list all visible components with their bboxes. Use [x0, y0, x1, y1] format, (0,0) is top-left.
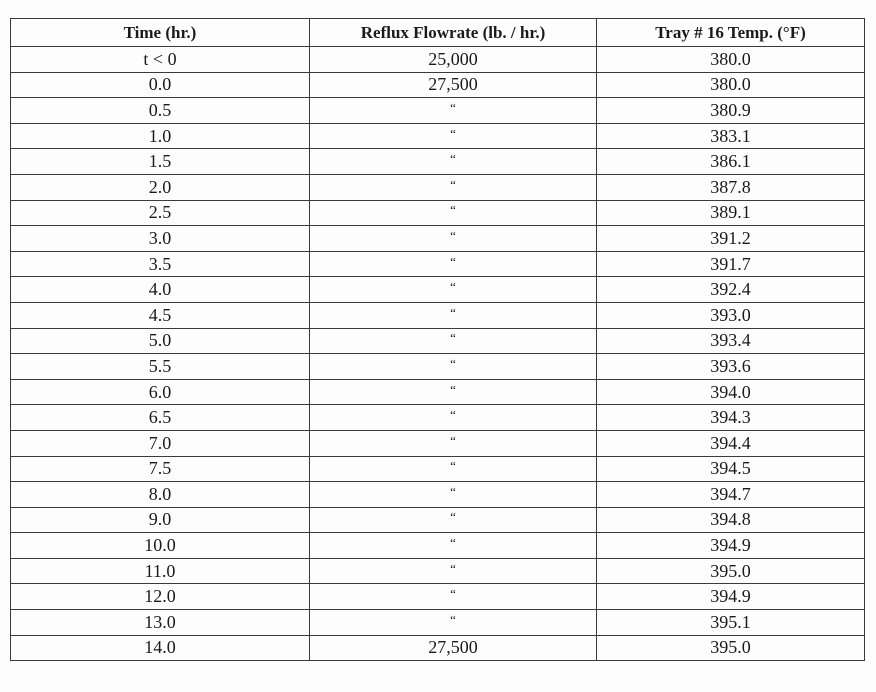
reflux-flowrate-cell: [310, 174, 597, 200]
table-header-row: [11, 19, 865, 47]
cell-text: 6.0: [148, 381, 172, 402]
cell-text: 391.2: [710, 227, 751, 248]
time-cell: [11, 354, 310, 380]
time-cell: [11, 482, 310, 508]
reflux-flowrate-cell: [310, 328, 597, 354]
reflux-flowrate-cell: [310, 123, 597, 149]
cell-text: 380.9: [710, 99, 751, 120]
reflux-flowrate-cell: [310, 456, 597, 482]
tray-temp-cell: [597, 98, 865, 124]
tray-temp-cell: [597, 226, 865, 252]
cell-text: 395.1: [710, 611, 751, 632]
table-row: [11, 328, 865, 354]
cell-text: 394.4: [710, 432, 751, 453]
cell-text: 5.5: [148, 355, 172, 376]
cell-text: t < 0: [143, 48, 177, 69]
cell-text: 12.0: [144, 586, 176, 607]
table-row: [11, 149, 865, 175]
time-cell: [11, 405, 310, 431]
header-reflux-flowrate: Reflux Flowrate (lb. / hr.): [310, 19, 597, 47]
header-tray-16-temp: Tray # 16 Temp. (°F): [597, 19, 865, 47]
reflux-flowrate-cell: [310, 507, 597, 533]
cell-text: 1.0: [148, 125, 172, 146]
cell-text: 394.3: [710, 407, 751, 428]
reflux-flowrate-cell: [310, 47, 597, 73]
cell-text: 4.0: [148, 279, 172, 300]
cell-text: 387.8: [710, 176, 751, 197]
cell-text: “: [450, 586, 456, 602]
tray-temp-cell: [597, 72, 865, 98]
reflux-flowrate-cell: [310, 482, 597, 508]
time-cell: [11, 533, 310, 559]
reflux-flowrate-cell: [310, 149, 597, 175]
table-row: [11, 482, 865, 508]
tray-temp-cell: [597, 456, 865, 482]
reflux-flowrate-cell: [310, 302, 597, 328]
tray-temp-cell: [597, 277, 865, 303]
time-cell: [11, 200, 310, 226]
cell-text: 383.1: [710, 125, 751, 146]
table-row: [11, 226, 865, 252]
cell-text: 27,500: [428, 74, 478, 95]
reflux-flowrate-cell: [310, 558, 597, 584]
cell-text: 27,500: [428, 637, 478, 658]
cell-text: “: [450, 151, 456, 167]
cell-text: 392.4: [710, 279, 751, 300]
cell-text: “: [450, 304, 456, 320]
cell-text: 11.0: [144, 560, 176, 581]
time-cell: [11, 302, 310, 328]
cell-text: 394.5: [710, 458, 751, 479]
tray-temp-cell: [597, 430, 865, 456]
tray-temp-cell: [597, 200, 865, 226]
tray-temp-cell: [597, 610, 865, 636]
cell-text: “: [450, 330, 456, 346]
tray-temp-cell: [597, 405, 865, 431]
table-row: [11, 405, 865, 431]
cell-text: 6.5: [148, 407, 172, 428]
table-row: [11, 558, 865, 584]
tray-temp-cell: [597, 507, 865, 533]
table-row: [11, 251, 865, 277]
tray-temp-cell: [597, 379, 865, 405]
tray-temp-cell: [597, 174, 865, 200]
cell-text: “: [450, 611, 456, 627]
reflux-flowrate-cell: [310, 226, 597, 252]
time-cell: [11, 610, 310, 636]
cell-text: 2.0: [148, 176, 172, 197]
reflux-flowrate-cell: [310, 72, 597, 98]
cell-text: “: [450, 355, 456, 371]
cell-text: “: [450, 279, 456, 295]
cell-text: 10.0: [144, 535, 176, 556]
table-row: [11, 72, 865, 98]
table-row: [11, 379, 865, 405]
cell-text: “: [450, 99, 456, 115]
time-cell: [11, 379, 310, 405]
cell-text: 380.0: [710, 48, 751, 69]
time-cell: [11, 430, 310, 456]
reflux-flowrate-cell: [310, 405, 597, 431]
cell-text: 395.0: [710, 560, 751, 581]
table-row: [11, 354, 865, 380]
time-cell: [11, 174, 310, 200]
cell-text: 7.0: [148, 432, 172, 453]
tray-temp-cell: [597, 149, 865, 175]
table-body: [11, 47, 865, 661]
reflux-flowrate-cell: [310, 277, 597, 303]
cell-text: 4.5: [148, 304, 172, 325]
cell-text: “: [450, 407, 456, 423]
cell-text: “: [450, 381, 456, 397]
reflux-flowrate-cell: [310, 379, 597, 405]
time-cell: [11, 558, 310, 584]
tray-temp-cell: [597, 584, 865, 610]
tray-temp-cell: [597, 533, 865, 559]
cell-text: “: [450, 227, 456, 243]
table-row: [11, 200, 865, 226]
tray-temp-cell: [597, 558, 865, 584]
table-row: [11, 98, 865, 124]
cell-text: “: [450, 253, 456, 269]
cell-text: 386.1: [710, 151, 751, 172]
time-cell: [11, 635, 310, 661]
cell-text: 380.0: [710, 74, 751, 95]
reflux-flowrate-cell: [310, 98, 597, 124]
reflux-flowrate-cell: [310, 533, 597, 559]
tray-temp-cell: [597, 354, 865, 380]
table-row: [11, 277, 865, 303]
cell-text: “: [450, 432, 456, 448]
cell-text: 391.7: [710, 253, 751, 274]
cell-text: 0.5: [148, 99, 172, 120]
tray-temp-cell: [597, 251, 865, 277]
cell-text: 394.0: [710, 381, 751, 402]
cell-text: 14.0: [144, 637, 176, 658]
cell-text: 393.0: [710, 304, 751, 325]
time-cell: [11, 47, 310, 73]
cell-text: 389.1: [710, 202, 751, 223]
tray-temp-cell: [597, 635, 865, 661]
tray-temp-cell: [597, 482, 865, 508]
cell-text: 9.0: [148, 509, 172, 530]
cell-text: 3.5: [148, 253, 172, 274]
table-row: [11, 584, 865, 610]
cell-text: 1.5: [148, 151, 172, 172]
cell-text: “: [450, 535, 456, 551]
table-row: [11, 635, 865, 661]
cell-text: “: [450, 176, 456, 192]
table-row: [11, 174, 865, 200]
cell-text: “: [450, 125, 456, 141]
table-row: [11, 47, 865, 73]
time-cell: [11, 277, 310, 303]
reflux-flowrate-cell: [310, 251, 597, 277]
cell-text: 5.0: [148, 330, 172, 351]
cell-text: “: [450, 202, 456, 218]
time-cell: [11, 328, 310, 354]
cell-text: “: [450, 560, 456, 576]
cell-text: “: [450, 509, 456, 525]
reflux-temperature-table: [10, 18, 865, 661]
reflux-flowrate-cell: [310, 354, 597, 380]
cell-text: 3.0: [148, 227, 172, 248]
table-row: [11, 507, 865, 533]
cell-text: 394.8: [710, 509, 751, 530]
table-row: [11, 610, 865, 636]
reflux-flowrate-cell: [310, 610, 597, 636]
cell-text: 393.6: [710, 355, 751, 376]
cell-text: 394.9: [710, 586, 751, 607]
time-cell: [11, 507, 310, 533]
cell-text: 13.0: [144, 611, 176, 632]
time-cell: [11, 251, 310, 277]
tray-temp-cell: [597, 123, 865, 149]
cell-text: 393.4: [710, 330, 751, 351]
cell-text: 394.7: [710, 483, 751, 504]
time-cell: [11, 72, 310, 98]
header-time: Time (hr.): [11, 19, 310, 47]
cell-text: 8.0: [148, 483, 172, 504]
table-row: [11, 430, 865, 456]
table-row: [11, 533, 865, 559]
time-cell: [11, 226, 310, 252]
table-row: [11, 456, 865, 482]
tray-temp-cell: [597, 47, 865, 73]
cell-text: 395.0: [710, 637, 751, 658]
reflux-flowrate-cell: [310, 200, 597, 226]
time-cell: [11, 98, 310, 124]
cell-text: 7.5: [148, 458, 172, 479]
cell-text: 394.9: [710, 535, 751, 556]
time-cell: [11, 584, 310, 610]
table-row: [11, 302, 865, 328]
tray-temp-cell: [597, 328, 865, 354]
time-cell: [11, 123, 310, 149]
time-cell: [11, 456, 310, 482]
reflux-flowrate-cell: [310, 584, 597, 610]
cell-text: 0.0: [148, 74, 172, 95]
time-cell: [11, 149, 310, 175]
cell-text: 25,000: [428, 48, 478, 69]
reflux-flowrate-cell: [310, 635, 597, 661]
tray-temp-cell: [597, 302, 865, 328]
cell-text: 2.5: [148, 202, 172, 223]
reflux-flowrate-cell: [310, 430, 597, 456]
table-row: [11, 123, 865, 149]
cell-text: “: [450, 483, 456, 499]
cell-text: “: [450, 458, 456, 474]
